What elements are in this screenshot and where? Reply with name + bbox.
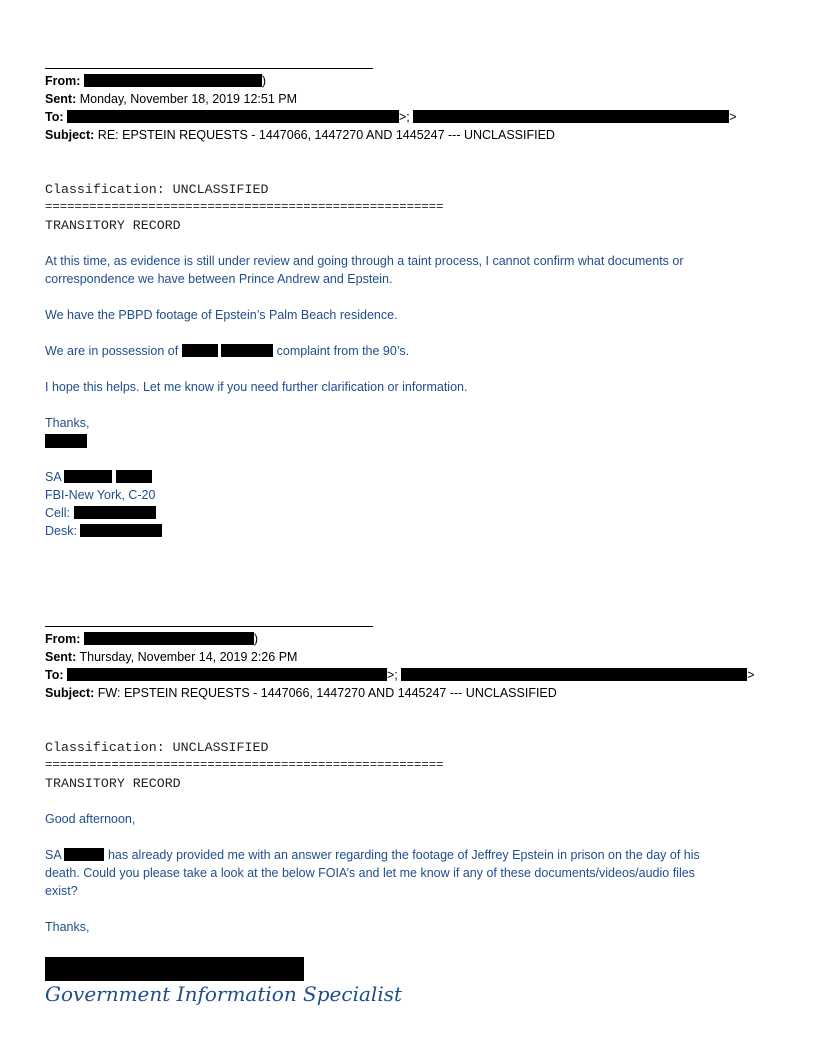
separator-line: ====================================================== [45,200,444,214]
paragraph-line: death. Could you please take a look at the below FOIA’s and let me know if any of these documents/videos/audio files [45,866,695,880]
greeting: Good afternoon, [45,812,136,826]
paragraph-start: We are in possession of [45,344,179,358]
redaction [45,434,87,448]
subject-label: Subject: [45,686,95,700]
redaction [45,957,304,981]
to-tail: > [747,668,755,682]
paragraph-rest: has already provided me with an answer regarding the footage of Jeffrey Epstein in prison on the day of his [107,848,700,862]
signature-office: FBI-New York, C-20 [45,488,156,502]
signature-sa [45,468,152,486]
signature-desk [45,522,162,540]
paragraph-sa: SA [45,848,61,862]
classification-line: Classification: UNCLASSIFIED [45,740,269,755]
to-line [45,108,737,126]
sent-line [45,648,297,666]
thanks: Thanks, [45,416,90,430]
paragraph-line: At this time, as evidence is still under review and going through a taint process, I cannot confirm what documents or [45,254,684,268]
paragraph [45,342,409,360]
paragraph: We have the PBPD footage of Epstein’s Palm Beach residence. [45,308,398,322]
paragraph-line: correspondence we have between Prince Andrew and Epstein. [45,272,393,286]
signature-title: Government Information Specialist [45,982,403,1006]
signature-sa-label: SA [45,470,61,484]
to-separator: >; [387,668,398,682]
header-rule [45,626,373,627]
to-tail: > [729,110,737,124]
from-tail: ) [261,74,267,88]
to-separator: >; [399,110,410,124]
paragraph: I hope this helps. Let me know if you need further clarification or information. [45,380,468,394]
to-label: To: [45,110,64,124]
record-line: TRANSITORY RECORD [45,776,181,791]
paragraph-line [45,846,700,864]
redaction [74,506,156,519]
redaction [413,110,729,123]
separator-line: ====================================================== [45,758,444,772]
to-line [45,666,755,684]
signature-desk-label: Desk: [45,524,77,538]
paragraph-line: exist? [45,884,78,898]
header-rule [45,68,373,69]
subject-label: Subject: [45,128,95,142]
redaction [67,668,387,681]
signature-cell [45,504,156,522]
from-tail: ) [253,632,259,646]
subject-value: RE: EPSTEIN REQUESTS - 1447066, 1447270 AND 1445247 --- UNCLASSIFIED [97,128,555,142]
sent-label: Sent: [45,650,77,664]
sent-value: Thursday, November 14, 2019 2:26 PM [79,650,298,664]
redaction [64,848,104,861]
signature-cell-label: Cell: [45,506,71,520]
from-line [45,72,266,90]
redaction [64,470,112,483]
redaction [401,668,747,681]
subject-line [45,684,557,702]
redaction [67,110,399,123]
to-label: To: [45,668,64,682]
sent-label: Sent: [45,92,77,106]
sent-value: Monday, November 18, 2019 12:51 PM [79,92,297,106]
redaction [80,524,162,537]
redaction [116,470,152,483]
subject-value: FW: EPSTEIN REQUESTS - 1447066, 1447270 AND 1445247 --- UNCLASSIFIED [97,686,557,700]
classification-line: Classification: UNCLASSIFIED [45,182,269,197]
subject-line [45,126,555,144]
record-line: TRANSITORY RECORD [45,218,181,233]
redaction [84,74,262,87]
from-line [45,630,258,648]
sent-line [45,90,297,108]
from-label: From: [45,632,81,646]
redaction [84,632,254,645]
redaction [182,344,218,357]
paragraph-end: complaint from the 90’s. [276,344,410,358]
from-label: From: [45,74,81,88]
redaction [221,344,273,357]
thanks: Thanks, [45,920,90,934]
